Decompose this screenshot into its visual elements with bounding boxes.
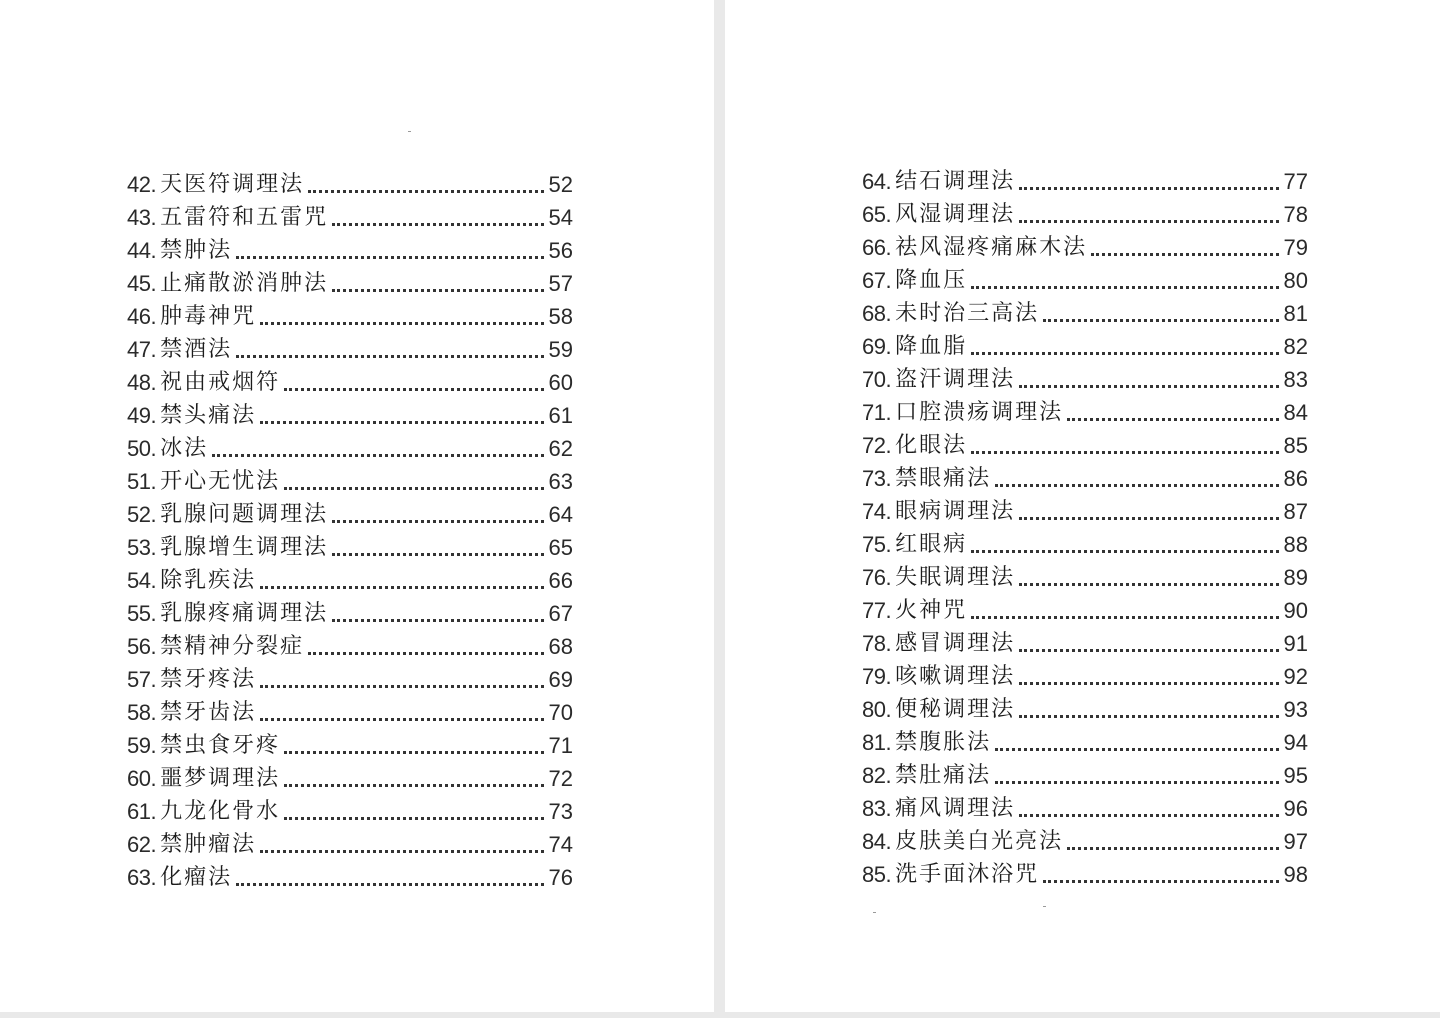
toc-entry	[862, 789, 1308, 822]
entry-number: 73.	[862, 466, 892, 491]
toc-entry	[127, 528, 573, 561]
entry-title: 乳腺疼痛调理法	[160, 601, 329, 626]
entry-page-number: 83	[1283, 367, 1308, 392]
entry-number: 65.	[862, 202, 892, 227]
toc-entry	[127, 792, 573, 825]
entry-number: 76.	[862, 565, 892, 590]
entry-title: 禁酒法	[160, 337, 233, 362]
right-page	[725, 0, 1440, 1012]
entry-title: 祛风湿疼痛麻木法	[895, 235, 1088, 260]
toc-entry	[862, 294, 1308, 327]
entry-title: 天医符调理法	[160, 172, 305, 197]
entry-number: 42.	[127, 172, 157, 197]
entry-page-number: 76	[548, 865, 573, 890]
entry-number: 56.	[127, 634, 157, 659]
entry-title: 眼病调理法	[895, 499, 1016, 524]
dot-leader	[212, 454, 544, 457]
entry-title: 洗手面沐浴咒	[895, 862, 1040, 887]
entry-title: 禁肚痛法	[895, 763, 992, 788]
toc-entry	[127, 858, 573, 891]
entry-title: 冰法	[160, 436, 209, 461]
entry-number: 83.	[862, 796, 892, 821]
scan-speck	[1043, 906, 1046, 907]
toc-entry	[127, 429, 573, 462]
dot-leader	[1019, 187, 1279, 190]
entry-title: 噩梦调理法	[160, 766, 281, 791]
entry-number: 59.	[127, 733, 157, 758]
entry-page-number: 97	[1283, 829, 1308, 854]
dot-leader	[236, 256, 544, 259]
entry-page-number: 88	[1283, 532, 1308, 557]
entry-page-number: 61	[548, 403, 573, 428]
toc-entry	[127, 462, 573, 495]
toc-entry	[862, 228, 1308, 261]
entry-page-number: 65	[548, 535, 573, 560]
dot-leader	[332, 619, 544, 622]
entry-page-number: 71	[548, 733, 573, 758]
toc-entry	[862, 492, 1308, 525]
scan-speck	[873, 912, 876, 913]
entry-page-number: 58	[548, 304, 573, 329]
toc-entry	[127, 396, 573, 429]
dot-leader	[1019, 220, 1279, 223]
entry-number: 82.	[862, 763, 892, 788]
toc-entry	[862, 393, 1308, 426]
toc-entry	[862, 855, 1308, 888]
dot-leader	[1067, 418, 1279, 421]
dot-leader	[332, 223, 544, 226]
dot-leader	[1091, 253, 1279, 256]
entry-number: 72.	[862, 433, 892, 458]
entry-number: 43.	[127, 205, 157, 230]
dot-leader	[260, 718, 544, 721]
toc-entry	[127, 561, 573, 594]
dot-leader	[971, 286, 1279, 289]
entry-title: 红眼病	[895, 532, 968, 557]
toc-entry	[127, 165, 573, 198]
toc-entry	[862, 558, 1308, 591]
dot-leader	[308, 190, 544, 193]
entry-page-number: 64	[548, 502, 573, 527]
entry-title: 便秘调理法	[895, 697, 1016, 722]
toc-entry	[127, 660, 573, 693]
toc-entry	[862, 525, 1308, 558]
entry-title: 口腔溃疡调理法	[895, 400, 1064, 425]
entry-title: 化瘤法	[160, 865, 233, 890]
entry-title: 未时治三高法	[895, 301, 1040, 326]
entry-title: 禁肿法	[160, 238, 233, 263]
entry-page-number: 70	[548, 700, 573, 725]
entry-page-number: 92	[1283, 664, 1308, 689]
entry-page-number: 82	[1283, 334, 1308, 359]
entry-page-number: 85	[1283, 433, 1308, 458]
toc-entry	[862, 327, 1308, 360]
entry-page-number: 74	[548, 832, 573, 857]
entry-page-number: 80	[1283, 268, 1308, 293]
entry-number: 58.	[127, 700, 157, 725]
dot-leader	[1043, 319, 1279, 322]
entry-number: 78.	[862, 631, 892, 656]
entry-page-number: 93	[1283, 697, 1308, 722]
entry-title: 结石调理法	[895, 169, 1016, 194]
entry-title: 禁牙齿法	[160, 700, 257, 725]
dot-leader	[1019, 814, 1279, 817]
toc-entry	[127, 495, 573, 528]
entry-page-number: 72	[548, 766, 573, 791]
entry-number: 64.	[862, 169, 892, 194]
entry-page-number: 89	[1283, 565, 1308, 590]
toc-entry	[862, 162, 1308, 195]
entry-number: 79.	[862, 664, 892, 689]
dot-leader	[236, 883, 544, 886]
dot-leader	[1019, 682, 1279, 685]
dot-leader	[1019, 649, 1279, 652]
entry-number: 85.	[862, 862, 892, 887]
entry-page-number: 81	[1283, 301, 1308, 326]
entry-number: 74.	[862, 499, 892, 524]
toc-entry	[127, 297, 573, 330]
entry-page-number: 73	[548, 799, 573, 824]
dot-leader	[308, 652, 544, 655]
entry-number: 55.	[127, 601, 157, 626]
entry-page-number: 56	[548, 238, 573, 263]
entry-number: 53.	[127, 535, 157, 560]
entry-title: 禁肿瘤法	[160, 832, 257, 857]
toc-entry	[862, 195, 1308, 228]
toc-entry	[127, 594, 573, 627]
entry-title: 降血脂	[895, 334, 968, 359]
entry-number: 54.	[127, 568, 157, 593]
toc-entry	[127, 330, 573, 363]
table-of-contents-right	[862, 162, 1308, 888]
entry-page-number: 96	[1283, 796, 1308, 821]
entry-page-number: 68	[548, 634, 573, 659]
dot-leader	[236, 355, 544, 358]
entry-page-number: 94	[1283, 730, 1308, 755]
dot-leader	[260, 421, 544, 424]
entry-number: 77.	[862, 598, 892, 623]
entry-page-number: 62	[548, 436, 573, 461]
entry-title: 肿毒神咒	[160, 304, 257, 329]
toc-entry	[862, 756, 1308, 789]
dot-leader	[260, 586, 544, 589]
dot-leader	[1019, 583, 1279, 586]
entry-page-number: 66	[548, 568, 573, 593]
dot-leader	[971, 451, 1279, 454]
dot-leader	[1043, 880, 1279, 883]
toc-entry	[862, 261, 1308, 294]
toc-entry	[127, 726, 573, 759]
toc-entry	[127, 363, 573, 396]
entry-number: 60.	[127, 766, 157, 791]
entry-page-number: 91	[1283, 631, 1308, 656]
entry-title: 痛风调理法	[895, 796, 1016, 821]
entry-number: 70.	[862, 367, 892, 392]
entry-page-number: 67	[548, 601, 573, 626]
entry-title: 咳嗽调理法	[895, 664, 1016, 689]
entry-title: 九龙化骨水	[160, 799, 281, 824]
entry-title: 乳腺问题调理法	[160, 502, 329, 527]
toc-entry	[862, 459, 1308, 492]
entry-title: 禁眼痛法	[895, 466, 992, 491]
entry-page-number: 57	[548, 271, 573, 296]
entry-number: 63.	[127, 865, 157, 890]
dot-leader	[284, 388, 544, 391]
left-page	[0, 0, 714, 1012]
dot-leader	[332, 289, 544, 292]
entry-page-number: 52	[548, 172, 573, 197]
entry-title: 五雷符和五雷咒	[160, 205, 329, 230]
toc-entry	[127, 825, 573, 858]
entry-page-number: 60	[548, 370, 573, 395]
entry-title: 除乳疾法	[160, 568, 257, 593]
dot-leader	[284, 817, 544, 820]
entry-title: 止痛散淤消肿法	[160, 271, 329, 296]
table-of-contents-left	[127, 165, 573, 891]
entry-number: 46.	[127, 304, 157, 329]
dot-leader	[284, 751, 544, 754]
entry-title: 禁虫食牙疼	[160, 733, 281, 758]
entry-title: 风湿调理法	[895, 202, 1016, 227]
entry-title: 禁精神分裂症	[160, 634, 305, 659]
entry-number: 48.	[127, 370, 157, 395]
entry-number: 62.	[127, 832, 157, 857]
entry-page-number: 59	[548, 337, 573, 362]
entry-number: 75.	[862, 532, 892, 557]
entry-page-number: 98	[1283, 862, 1308, 887]
entry-title: 乳腺增生调理法	[160, 535, 329, 560]
dot-leader	[995, 748, 1279, 751]
entry-title: 降血压	[895, 268, 968, 293]
entry-number: 71.	[862, 400, 892, 425]
dot-leader	[284, 784, 544, 787]
dot-leader	[971, 352, 1279, 355]
entry-number: 47.	[127, 337, 157, 362]
entry-number: 81.	[862, 730, 892, 755]
entry-number: 84.	[862, 829, 892, 854]
entry-title: 开心无忧法	[160, 469, 281, 494]
toc-entry	[862, 360, 1308, 393]
entry-number: 49.	[127, 403, 157, 428]
entry-page-number: 69	[548, 667, 573, 692]
toc-entry	[862, 822, 1308, 855]
toc-entry	[127, 627, 573, 660]
entry-title: 禁牙疼法	[160, 667, 257, 692]
entry-number: 52.	[127, 502, 157, 527]
dot-leader	[995, 781, 1279, 784]
toc-entry	[127, 198, 573, 231]
entry-page-number: 90	[1283, 598, 1308, 623]
toc-entry	[862, 624, 1308, 657]
entry-page-number: 95	[1283, 763, 1308, 788]
entry-page-number: 79	[1283, 235, 1308, 260]
entry-number: 45.	[127, 271, 157, 296]
toc-entry	[127, 264, 573, 297]
toc-entry	[862, 591, 1308, 624]
entry-title: 失眠调理法	[895, 565, 1016, 590]
dot-leader	[260, 322, 544, 325]
toc-entry	[127, 231, 573, 264]
toc-entry	[862, 657, 1308, 690]
entry-title: 化眼法	[895, 433, 968, 458]
entry-title: 火神咒	[895, 598, 968, 623]
toc-entry	[862, 723, 1308, 756]
dot-leader	[260, 685, 544, 688]
entry-number: 44.	[127, 238, 157, 263]
entry-title: 盗汗调理法	[895, 367, 1016, 392]
toc-entry	[862, 426, 1308, 459]
entry-page-number: 87	[1283, 499, 1308, 524]
scan-speck	[408, 131, 411, 132]
entry-number: 57.	[127, 667, 157, 692]
toc-entry	[127, 693, 573, 726]
entry-page-number: 54	[548, 205, 573, 230]
entry-number: 68.	[862, 301, 892, 326]
toc-entry	[127, 759, 573, 792]
entry-number: 80.	[862, 697, 892, 722]
dot-leader	[1019, 385, 1279, 388]
entry-number: 66.	[862, 235, 892, 260]
entry-number: 50.	[127, 436, 157, 461]
dot-leader	[971, 616, 1279, 619]
entry-title: 皮肤美白光亮法	[895, 829, 1064, 854]
dot-leader	[1067, 847, 1279, 850]
toc-entry	[862, 690, 1308, 723]
entry-number: 67.	[862, 268, 892, 293]
dot-leader	[1019, 715, 1279, 718]
entry-page-number: 84	[1283, 400, 1308, 425]
entry-title: 感冒调理法	[895, 631, 1016, 656]
dot-leader	[995, 484, 1279, 487]
dot-leader	[332, 553, 544, 556]
dot-leader	[284, 487, 544, 490]
entry-number: 61.	[127, 799, 157, 824]
entry-page-number: 77	[1283, 169, 1308, 194]
entry-title: 禁腹胀法	[895, 730, 992, 755]
dot-leader	[1019, 517, 1279, 520]
entry-title: 祝由戒烟符	[160, 370, 281, 395]
entry-number: 51.	[127, 469, 157, 494]
entry-page-number: 78	[1283, 202, 1308, 227]
entry-title: 禁头痛法	[160, 403, 257, 428]
entry-number: 69.	[862, 334, 892, 359]
entry-page-number: 63	[548, 469, 573, 494]
dot-leader	[971, 550, 1279, 553]
dot-leader	[332, 520, 544, 523]
dot-leader	[260, 850, 544, 853]
entry-page-number: 86	[1283, 466, 1308, 491]
